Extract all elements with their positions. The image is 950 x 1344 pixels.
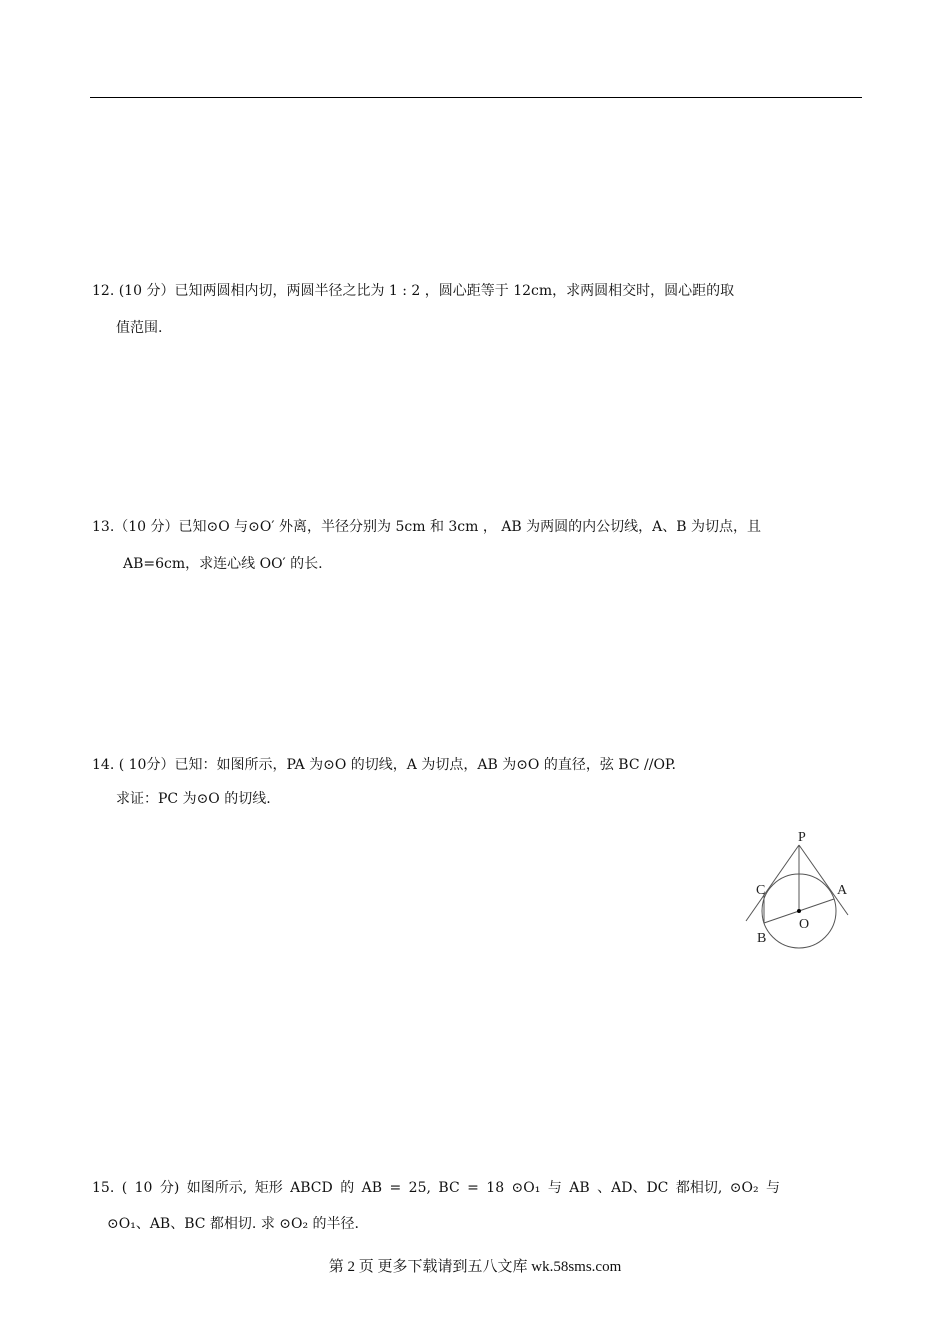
label-c: C	[756, 883, 766, 898]
label-p: P	[798, 830, 806, 845]
question-14-line-2: 求证：PC 为⊙O 的切线.	[116, 791, 271, 807]
tangent-line-pc	[746, 845, 799, 921]
question-12-line-1: 12. (10 分）已知两圆相内切，两圆半径之比为 1 : 2 ，圆心距等于 12cm，求两圆相交时，圆心距的取	[92, 283, 735, 299]
question-14-line-1: 14. ( 10分）已知：如图所示，PA 为⊙O 的切线，A 为切点，AB 为⊙O 的直径，弦 BC //OP.	[92, 757, 676, 773]
question-15-line-2: ⊙O₁、AB、BC 都相切. 求 ⊙O₂ 的半径.	[107, 1216, 359, 1232]
question-13-line-1: 13.（10 分）已知⊙O 与⊙O′ 外离，半径分别为 5cm 和 3cm ， AB 为两圆的内公切线，A、B 为切点，且	[92, 519, 762, 535]
tangent-circle-figure	[740, 825, 860, 955]
question-12-line-2: 值范围.	[116, 320, 163, 336]
label-o: O	[799, 917, 810, 932]
center-point-o	[797, 909, 801, 913]
label-b: B	[757, 931, 767, 946]
question-13-line-2: AB=6cm，求连心线 OO′ 的长.	[123, 556, 323, 572]
question-15-line-1: 15. ( 10 分) 如图所示, 矩形 ABCD 的 AB = 25, BC = 18 ⊙O₁ 与 AB 、AD、DC 都相切, ⊙O₂ 与	[92, 1180, 781, 1196]
label-a: A	[837, 883, 848, 898]
header-rule	[90, 97, 862, 98]
tangent-line-pa	[799, 845, 848, 915]
page-footer: 第 2 页 更多下载请到五八文库 wk.58sms.com	[328, 1259, 622, 1275]
